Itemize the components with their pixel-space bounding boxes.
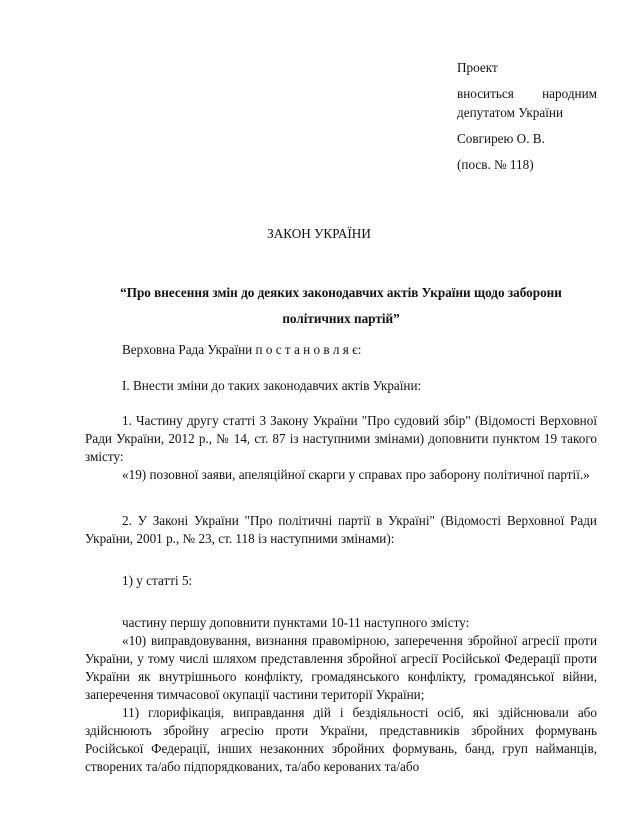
- stamp-certificate-number: (посв. № 118): [457, 157, 534, 172]
- amendment-2-item-1: 1) у статті 5:: [122, 573, 193, 588]
- amendment-2-instruction: частину першу доповнити пунктами 10-11 наступного змісту:: [122, 615, 470, 630]
- law-title: ЗАКОН УКРАЇНИ: [267, 226, 371, 241]
- amendment-1: 1. Частину другу статті 3 Закону України "Про судовий збір" (Відомості Верховної Ради України, 2012 р., № 14, ст. 87 із наступними змінами) доповнити пунктом 19 такого змісту:: [85, 413, 597, 464]
- stamp-deputy-name: Совгирею О. В.: [457, 131, 545, 146]
- clause-11: 11) глорифікація, виправдання дій і бездіяльності осіб, які здійснювали або здійснюють збройну агресію проти України, представників збройних формувань Російської Федерації, інших незаконних збройних формувань, банд, груп найманців, створених та/або підпорядкованих, та/або керованих та/або: [85, 705, 597, 774]
- law-subject: “Про внесення змін до деяких законодавчих актів України щодо заборони політичних партій”: [120, 285, 562, 326]
- preamble: Верховна Рада України п о с т а н о в л я є:: [122, 342, 362, 357]
- law-body: [85, 341, 597, 776]
- bill-stamp: [457, 58, 597, 181]
- clause-10: «10) виправдовування, визнання правомірною, заперечення збройної агресії проти України, у тому числі шляхом представлення збройної агресії Російської Федерації проти України як внутрішнього конфлікту, громадянського конфлікту, громадянської війни, заперечення тимчасової окупації частини території України;: [85, 633, 597, 702]
- amendment-1-text: «19) позовної заяви, апеляційної скарги у справах про заборону політичної партії.»: [122, 467, 590, 482]
- stamp-project: Проект: [457, 60, 498, 75]
- section-intro: І. Внести зміни до таких законодавчих актів України:: [122, 378, 422, 393]
- stamp-submitted-by: вноситься народним депутатом України: [457, 86, 597, 120]
- amendment-2: 2. У Законі України "Про політичні партії в Україні" (Відомості Верховної Ради України, 2001 р., № 23, ст. 118 із наступними змінами):: [85, 513, 597, 546]
